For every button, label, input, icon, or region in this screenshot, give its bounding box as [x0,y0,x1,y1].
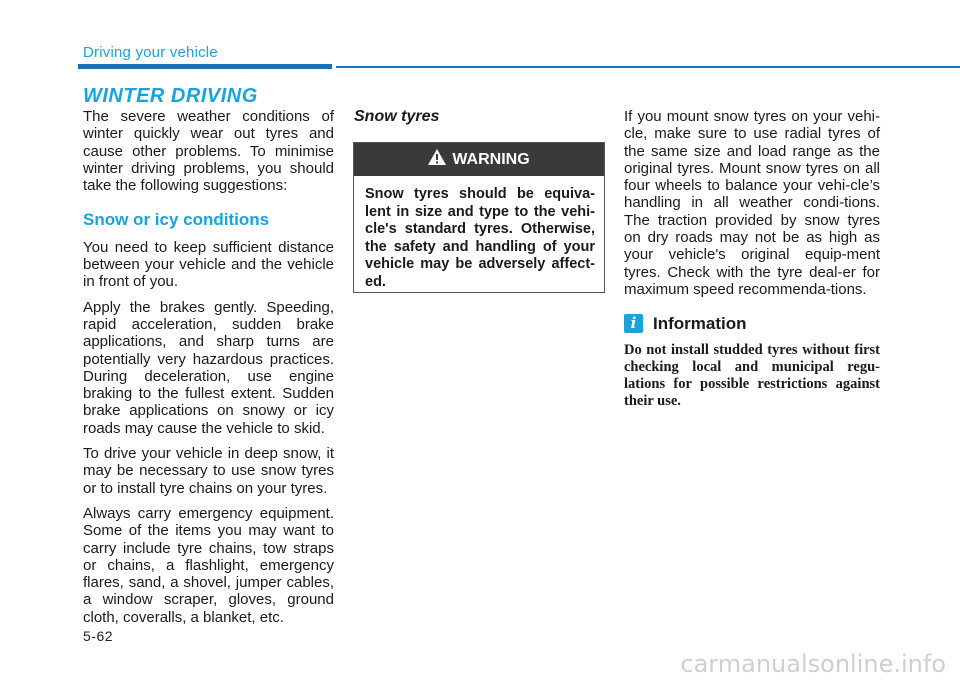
paragraph: Always carry emergency equipment. Some of the items you may want to carry include tyre chains, tow straps or chains, a flashlight, emergency flares, sand, a shovel, jumper cables, a window scraper, gloves, ground cloth, coveralls, a blanket, etc. [83,504,334,626]
snow-tyres-paragraph: If you mount snow tyres on your vehi-cle, make sure to use radial tyres of the same size and load range as the original tyres. Mount snow tyres on all four wheels to balance your vehi-cle’s handling in all weather condi-tions. The traction provided by snow tyres on dry roads may not be as high as your vehicle's original equip-ment tyres. Check with the tyre deal-er for maximum speed recommenda-tions. [624,108,880,298]
column-right [624,108,880,410]
watermark: carmanualsonline.info [680,650,946,678]
warning-triangle-icon [428,149,446,170]
paragraph: To drive your vehicle in deep snow, it may be necessary to use snow tyres or to install tyre chains on your tyres. [83,445,334,497]
information-header [624,314,880,333]
page-title: WINTER DRIVING [83,85,258,107]
paragraph: You need to keep sufficient distance between your vehicle and the vehicle in front of you. [83,238,334,291]
subheading-snow-icy: Snow or icy conditions [83,210,270,230]
page-number: 5-62 [83,628,114,644]
intro-paragraph: The severe weather conditions of winter quickly wear out tyres and cause other problems. To minimise winter driving problems, you should take the following suggestions: [83,108,334,195]
information-text: Do not install studded tyres without first checking local and municipal regu-lations for possible restrictions against their use. [624,342,880,410]
warning-box [353,142,605,293]
header-rule-thin [336,66,960,68]
column-left [83,108,334,634]
info-icon: i [624,314,643,333]
section-header: Driving your vehicle [83,44,218,61]
header-rule-thick [78,64,332,69]
paragraph: Apply the brakes gently. Speeding, rapid acceleration, sudden brake applications, and sharp turns are potentially very hazardous practices. During deceleration, use engine braking to the fullest extent. Sudden brake applications on snowy or icy roads may cause the vehicle to skid. [83,298,334,437]
warning-label: WARNING [452,150,530,168]
snow-tyres-heading: Snow tyres [354,108,440,125]
warning-text: Snow tyres should be equiva-lent in size and type to the vehi-cle's standard tyres. Otherwise, the safety and handling of your vehicle may be adversely affect-ed. [365,186,595,290]
warning-header [354,143,604,176]
information-title: Information [653,314,747,334]
